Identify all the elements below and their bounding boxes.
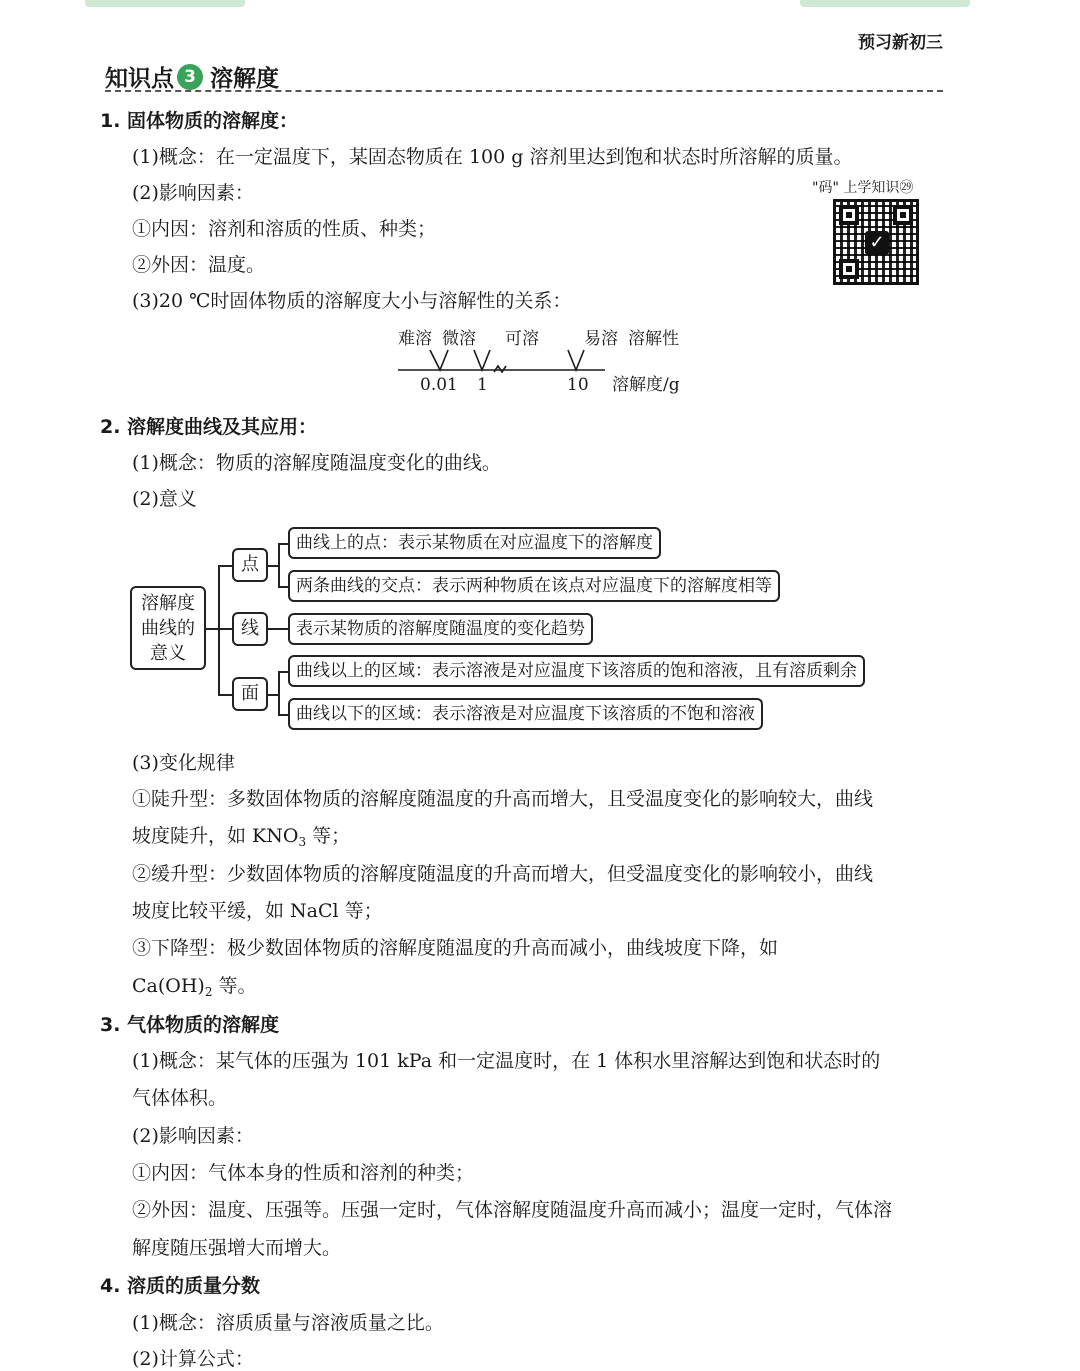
s2-rule3-line1: ③下降型：极少数固体物质的溶解度随温度的升高而减小，曲线坡度下降，如 — [132, 937, 779, 959]
rule1-tail: 等； — [306, 825, 351, 847]
connector — [268, 628, 288, 630]
s1-internal: ①内因：溶剂和溶质的性质、种类； — [132, 218, 437, 240]
node-line: 线 — [232, 612, 268, 646]
qr-corner — [893, 205, 913, 225]
kp-title-text: 溶解度 — [210, 66, 279, 92]
leaf-box: 曲线上的点：表示某物质在对应温度下的溶解度 — [288, 527, 661, 559]
connector — [278, 543, 288, 545]
s1-factors: (2)影响因素： — [132, 182, 254, 204]
scale-tick-label: 溶解度/g — [612, 375, 680, 395]
scale-label: 易溶 — [584, 329, 618, 349]
s3-external-line1: ②外因：温度、压强等。压强一定时，气体溶解度随温度升高而减小；温度一定时，气体溶 — [132, 1199, 893, 1221]
kp-number-badge: 3 — [177, 64, 203, 90]
qr-corner — [839, 259, 859, 279]
s2-meaning: (2)意义 — [132, 488, 197, 510]
s2-rule2-line2: 坡度比较平缓，如 NaCl 等； — [132, 900, 383, 922]
connector — [218, 565, 220, 695]
s3-concept-line1: (1)概念：某气体的压强为 101 kPa 和一定温度时，在 1 体积水里溶解达到饱和状态时的 — [132, 1050, 881, 1072]
s1-concept: (1)概念：在一定温度下，某固态物质在 100 g 溶剂里达到饱和状态时所溶解的质量。 — [132, 146, 853, 168]
connector — [278, 671, 280, 715]
connector — [218, 628, 232, 630]
leaf-box: 表示某物质的溶解度随温度的变化趋势 — [288, 613, 593, 645]
header-tag: 预习新初三 — [858, 33, 943, 53]
title-divider — [105, 90, 943, 92]
connector — [278, 671, 288, 673]
top-decoration-left — [85, 0, 245, 7]
leaf-box: 曲线以上的区域：表示溶液是对应温度下该溶质的饱和溶液，且有溶质剩余 — [288, 655, 865, 687]
s2-rule1-line2 — [132, 821, 350, 848]
scale-tick-mark — [430, 350, 448, 370]
s2-rule2-line1: ②缓升型：少数固体物质的溶解度随温度的升高而增大，但受温度变化的影响较小，曲线 — [132, 863, 874, 885]
s3-external-line2: 解度随压强增大而增大。 — [132, 1237, 342, 1259]
rule1-text: 坡度陡升，如 KNO — [132, 825, 299, 847]
diagram-root-box — [130, 586, 206, 670]
connector — [268, 565, 278, 567]
qr-label: "码" 上学知识㉙ — [812, 180, 914, 196]
node-point: 点 — [232, 548, 268, 582]
s1-relation: (3)20 ℃时固体物质的溶解度大小与溶解性的关系： — [132, 290, 572, 312]
connector — [268, 694, 278, 696]
node-area: 面 — [232, 677, 268, 711]
connector — [278, 543, 280, 587]
section4-heading: 4. 溶质的质量分数 — [100, 1275, 261, 1297]
s2-concept: (1)概念：物质的溶解度随温度变化的曲线。 — [132, 452, 501, 474]
solubility-scale-diagram — [390, 322, 700, 398]
rule3-text: Ca(OH) — [132, 975, 205, 997]
knowledge-point-title — [105, 60, 279, 93]
section2-heading: 2. 溶解度曲线及其应用： — [100, 416, 318, 438]
scale-break-mark — [494, 366, 506, 372]
connector — [218, 565, 232, 567]
root-line: 溶解度 — [141, 593, 195, 614]
root-line: 曲线的 — [141, 618, 195, 639]
rule3-subscript: 2 — [204, 985, 213, 999]
connector — [278, 586, 288, 588]
section1-heading: 1. 固体物质的溶解度： — [100, 110, 299, 132]
scale-tick-mark — [474, 350, 490, 370]
top-decoration-right — [800, 0, 970, 7]
connector — [278, 714, 288, 716]
scale-tick-mark — [568, 350, 584, 370]
rule1-subscript: 3 — [298, 835, 307, 849]
s3-factors: (2)影响因素： — [132, 1125, 254, 1147]
root-line: 意义 — [150, 643, 186, 664]
scale-label: 溶解性 — [628, 329, 679, 349]
scale-label: 微溶 — [442, 329, 476, 349]
scale-tick-label: 10 — [567, 375, 589, 395]
kp-prefix: 知识点 — [105, 66, 174, 92]
scale-label: 难溶 — [398, 329, 432, 349]
section3-heading: 3. 气体物质的溶解度 — [100, 1014, 280, 1036]
scale-label: 可溶 — [505, 329, 539, 349]
s3-internal: ①内因：气体本身的性质和溶剂的种类； — [132, 1162, 475, 1184]
s3-concept-line2: 气体体积。 — [132, 1087, 228, 1109]
qr-code[interactable] — [833, 199, 919, 285]
s4-formula: (2)计算公式： — [132, 1348, 254, 1370]
s4-concept: (1)概念：溶质质量与溶液质量之比。 — [132, 1312, 444, 1334]
scale-tick-label: 1 — [477, 375, 488, 395]
checkmark-icon: ✓ — [865, 231, 889, 255]
rule3-tail: 等。 — [212, 975, 257, 997]
s2-rules-title: (3)变化规律 — [132, 752, 235, 774]
s2-rule3-line2 — [132, 971, 257, 998]
scale-tick-label: 0.01 — [420, 375, 458, 395]
s2-rule1-line1: ①陡升型：多数固体物质的溶解度随温度的升高而增大，且受温度变化的影响较大，曲线 — [132, 788, 874, 810]
leaf-box: 曲线以下的区域：表示溶液是对应温度下该溶质的不饱和溶液 — [288, 698, 763, 730]
leaf-box: 两条曲线的交点：表示两种物质在该点对应温度下的溶解度相等 — [288, 570, 780, 602]
connector — [206, 628, 218, 630]
connector — [218, 694, 232, 696]
qr-corner — [839, 205, 859, 225]
s1-external: ②外因：温度。 — [132, 254, 266, 276]
